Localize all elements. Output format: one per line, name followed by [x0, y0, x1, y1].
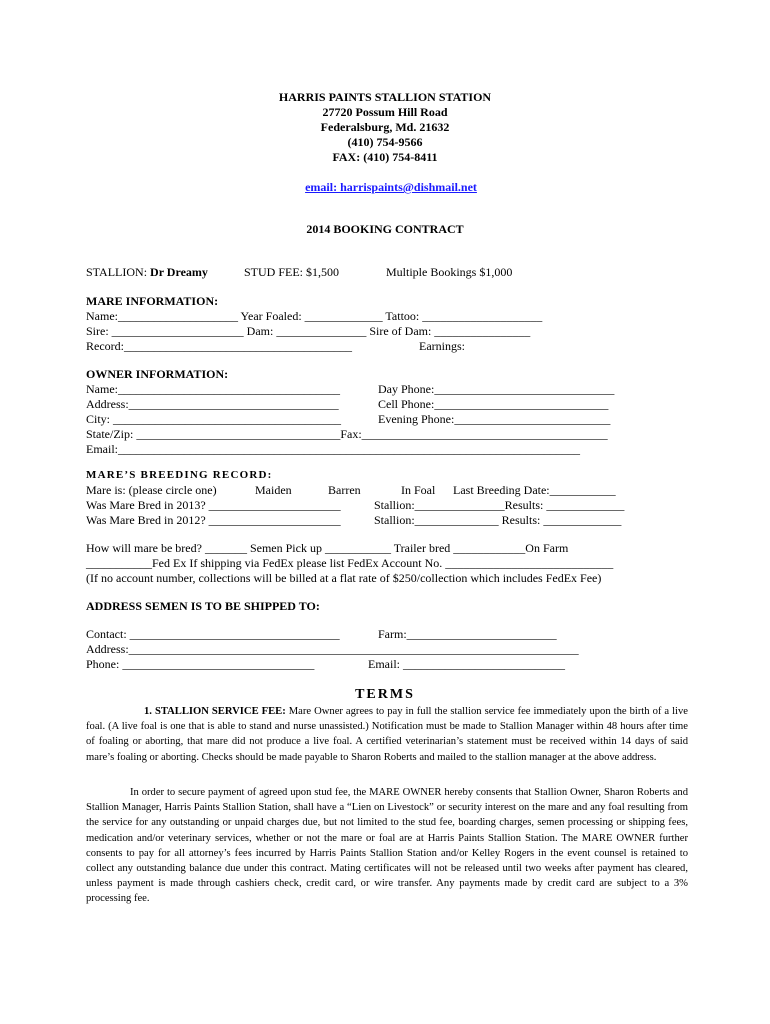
mare-sire-line[interactable]: Sire: ______________________ Dam: _______________ Sire of Dam: ________________ [86, 324, 531, 338]
shipping-email-field[interactable]: Email: ___________________________ [368, 657, 565, 671]
option-maiden[interactable]: Maiden [255, 483, 292, 497]
stallion-2012-field[interactable]: Stallion:______________ Results: _____________ [374, 513, 622, 527]
owner-day-phone-field[interactable]: Day Phone:______________________________ [378, 382, 615, 396]
terms-paragraph-2: In order to secure payment of agreed upon stud fee, the MARE OWNER hereby consents that Stallion Owner, Sharon Roberts and Stallion Manager, Harris Paints Stallion Station, shall have a “Lien on Livestock” or security interest on the mare and any foal resulting from the service for any outstanding or unpaid charges due, but not limited to the stud fee, boarding charges, semen processing or shipping fees, medication and/or veterinary services, whether or not the mare or foal are at Harris Paints Stallion Station. The MARE OWNER further consents to pay for all attorney’s fees incurred by Harris Paints Stallion Station and/or Kelley Rogers in the event counsel is retained to collect any outstanding balance due under this contract. Mating certificates will not be released until two weeks after payment has cleared, unless payment is made through cashiers check, credit card, or wire transfer. Any payments made by credit card are subject to a 3% processing fee. [86, 787, 688, 905]
shipping-address-field[interactable]: Address:___________________________________________________________________________ [86, 642, 579, 656]
owner-cell-phone-field[interactable]: Cell Phone:_____________________________ [378, 397, 609, 411]
bred-2012-field[interactable]: Was Mare Bred in 2012? ______________________ [86, 513, 341, 527]
fedex-account-line[interactable]: ___________Fed Ex If shipping via FedEx please list FedEx Account No. ____________________________ [86, 556, 614, 570]
station-fax: FAX: (410) 754-8411 [332, 150, 438, 164]
owner-name-field[interactable]: Name:_____________________________________ [86, 382, 340, 396]
option-in-foal[interactable]: In Foal [401, 483, 436, 497]
shipping-farm-field[interactable]: Farm:_________________________ [378, 627, 557, 641]
stallion-2013-field[interactable]: Stallion:_______________Results: _____________ [374, 498, 625, 512]
owner-city-field[interactable]: City: ______________________________________ [86, 412, 342, 426]
breeding-record-heading: MARE’S BREEDING RECORD: [86, 469, 273, 481]
mare-info-heading: MARE INFORMATION: [86, 294, 219, 308]
station-email-row [0, 165, 770, 210]
terms-title: TERMS [355, 687, 415, 702]
option-barren[interactable]: Barren [328, 483, 361, 497]
owner-state-zip-fax-field[interactable]: State/Zip: __________________________________Fax:_________________________________________ [86, 427, 608, 441]
bred-2013-field[interactable]: Was Mare Bred in 2013? ______________________ [86, 498, 341, 512]
fedex-note: (If no account number, collections will be billed at a flat rate of $250/collection which includes FedEx Fee) [86, 571, 602, 585]
shipping-phone-field[interactable]: Phone: ________________________________ [86, 657, 315, 671]
stallion-label: STALLION: [86, 265, 148, 279]
station-city: Federalsburg, Md. 21632 [320, 120, 450, 134]
owner-address-field[interactable]: Address:___________________________________ [86, 397, 339, 411]
stallion-line [86, 265, 208, 280]
station-street: 27720 Possum Hill Road [322, 105, 448, 119]
last-breeding-date-field[interactable]: Last Breeding Date:___________ [453, 483, 616, 497]
multiple-bookings: Multiple Bookings $1,000 [386, 265, 513, 279]
owner-info-heading: OWNER INFORMATION: [86, 367, 229, 381]
owner-email-field[interactable]: Email:_____________________________________________________________________________ [86, 442, 580, 456]
stud-fee: STUD FEE: $1,500 [244, 265, 340, 279]
shipping-heading: ADDRESS SEMEN IS TO BE SHIPPED TO: [86, 599, 320, 613]
shipping-contact-field[interactable]: Contact: ___________________________________ [86, 627, 340, 641]
mare-earnings-label: Earnings: [419, 339, 465, 353]
terms-paragraph-1 [86, 704, 688, 765]
station-email-link[interactable]: email: harrispaints@dishmail.net [305, 180, 477, 194]
mare-name-line[interactable]: Name:____________________ Year Foaled: _____________ Tattoo: ____________________ [86, 309, 543, 323]
contract-title: 2014 BOOKING CONTRACT [306, 222, 464, 236]
station-name: HARRIS PAINTS STALLION STATION [278, 90, 492, 104]
service-fee-lead: 1. STALLION SERVICE FEE: [144, 706, 286, 717]
breeding-method-line[interactable]: How will mare be bred? _______ Semen Pick up ___________ Trailer bred ____________On Farm [86, 541, 569, 555]
station-phone: (410) 754-9566 [347, 135, 423, 149]
mare-is-label: Mare is: (please circle one) [86, 483, 217, 497]
owner-evening-phone-field[interactable]: Evening Phone:__________________________ [378, 412, 611, 426]
service-fee-body: Mare Owner agrees to pay in full the stallion service fee immediately upon the birth of a live foal. (A live foal is one that is able to stand and nurse unassisted.) Notification must be made to Stallion Manager within 48 hours after time of foaling or aborting, that mare did not produce a live foal. A certified veterinarian’s statement must be received within 14 days of said mare’s foaling or aborting. Checks should be made payable to Sharon Roberts and mailed to the stallion manager at the above address. [86, 706, 688, 763]
stallion-name: Dr Dreamy [150, 265, 208, 279]
mare-record-field[interactable]: Record:______________________________________ [86, 339, 352, 353]
